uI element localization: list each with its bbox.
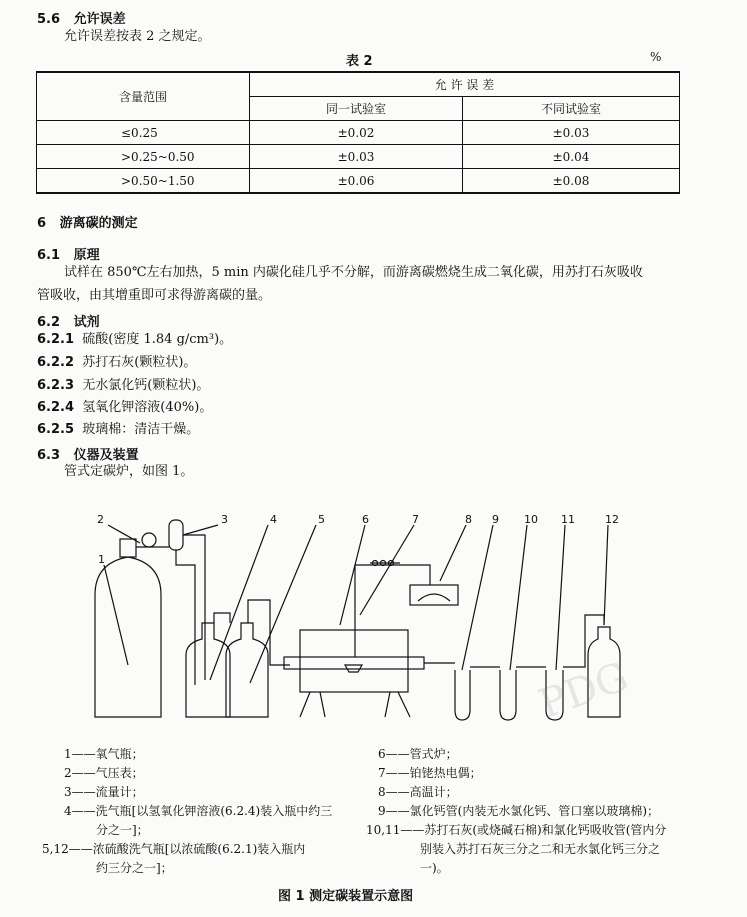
wash-bottle-5 xyxy=(226,623,268,717)
wash-bottle-4 xyxy=(186,623,230,717)
pressure-gauge xyxy=(142,533,156,547)
table-caption: 表 2 xyxy=(346,54,373,69)
header-same-lab: 同一试验室 xyxy=(250,97,463,121)
header-diff-lab: 不同试验室 xyxy=(463,97,680,121)
reagent-item: 6.2.4 氢氧化钾溶液(40%)。 xyxy=(37,400,213,415)
label-6: 6 xyxy=(362,513,369,526)
section-number: 5.6 xyxy=(37,12,61,27)
label-7: 7 xyxy=(412,513,419,526)
table-row: >0.50~1.50 ±0.06 ±0.08 xyxy=(37,169,680,194)
tolerance-table xyxy=(36,71,680,194)
section-5-6-text: 允许误差按表 2 之规定。 xyxy=(64,29,211,44)
header-tolerance: 允 许 误 差 xyxy=(250,72,680,97)
section-6-2-heading: 6.2 试剂 xyxy=(37,315,100,330)
reagent-item: 6.2.5 玻璃棉：清洁干燥。 xyxy=(37,422,200,437)
label-1: 2 xyxy=(97,513,104,526)
label-1b: 1 xyxy=(98,553,105,566)
calcium-chloride-tube-9 xyxy=(455,670,470,720)
legend-right: 6——管式炉； 7——铂铑热电偶； 8——高温计； 9——氯化钙管(内装无水氯化钙、管口塞以玻璃棉)； 10,11——苏打石灰(或烧碱石棉)和氯化钙吸收管(管内分 别装入苏打石灰三分之二和无水氯化钙三分之 一)。 xyxy=(366,747,667,875)
label-5: 5 xyxy=(318,513,325,526)
label-9: 9 xyxy=(492,513,499,526)
pyrometer xyxy=(410,585,458,605)
label-8: 8 xyxy=(465,513,472,526)
reagent-item: 6.2.1 硫酸(密度 1.84 g/cm³)。 xyxy=(37,332,233,347)
reagent-item: 6.2.2 苏打石灰(颗粒状)。 xyxy=(37,355,197,370)
section-5-6-heading xyxy=(37,8,126,27)
header-content-range: 含量范围 xyxy=(37,72,250,121)
combustion-tube xyxy=(284,657,424,669)
table-row: ≤0.25 ±0.02 ±0.03 xyxy=(37,121,680,145)
flowmeter xyxy=(169,520,183,550)
watermark: PDG xyxy=(533,653,635,728)
figure-caption: 图 1 测定碳装置示意图 xyxy=(278,889,414,904)
legend-left: 1——氧气瓶； 2——气压表； 3——流量计； 4——洗气瓶[以氢氧化钾溶液(6.2.4)装入瓶中约三 分之一]； 5,12——浓硫酸洗气瓶[以浓硫酸(6.2.1)装入瓶内 约三分之一]； xyxy=(42,747,333,875)
label-10: 10 xyxy=(524,513,538,526)
oxygen-cylinder xyxy=(95,557,161,717)
section-6-1-heading: 6.1 原理 xyxy=(37,248,100,263)
label-3: 3 xyxy=(221,513,228,526)
label-12: 12 xyxy=(605,513,619,526)
section-6-3-text: 管式定碳炉，如图 1。 xyxy=(64,464,194,479)
section-6-3-heading: 6.3 仪器及装置 xyxy=(37,448,139,463)
tube-furnace xyxy=(300,630,408,692)
principle-line-1: 试样在 850℃左右加热，5 min 内碳化硅几乎不分解，而游离碳燃烧生成二氧化碳，用苏打石灰吸收 xyxy=(64,265,643,280)
section-6-heading: 6 游离碳的测定 xyxy=(37,216,138,231)
table-unit: % xyxy=(650,50,662,64)
reagent-item: 6.2.3 无水氯化钙(颗粒状)。 xyxy=(37,378,210,393)
section-title: 允许误差 xyxy=(73,12,126,27)
absorption-tube-10 xyxy=(500,670,516,720)
label-4: 4 xyxy=(270,513,277,526)
label-11: 11 xyxy=(561,513,575,526)
principle-line-2: 管吸收，由其增重即可求得游离碳的量。 xyxy=(37,288,272,303)
table-row: >0.25~0.50 ±0.03 ±0.04 xyxy=(37,145,680,169)
